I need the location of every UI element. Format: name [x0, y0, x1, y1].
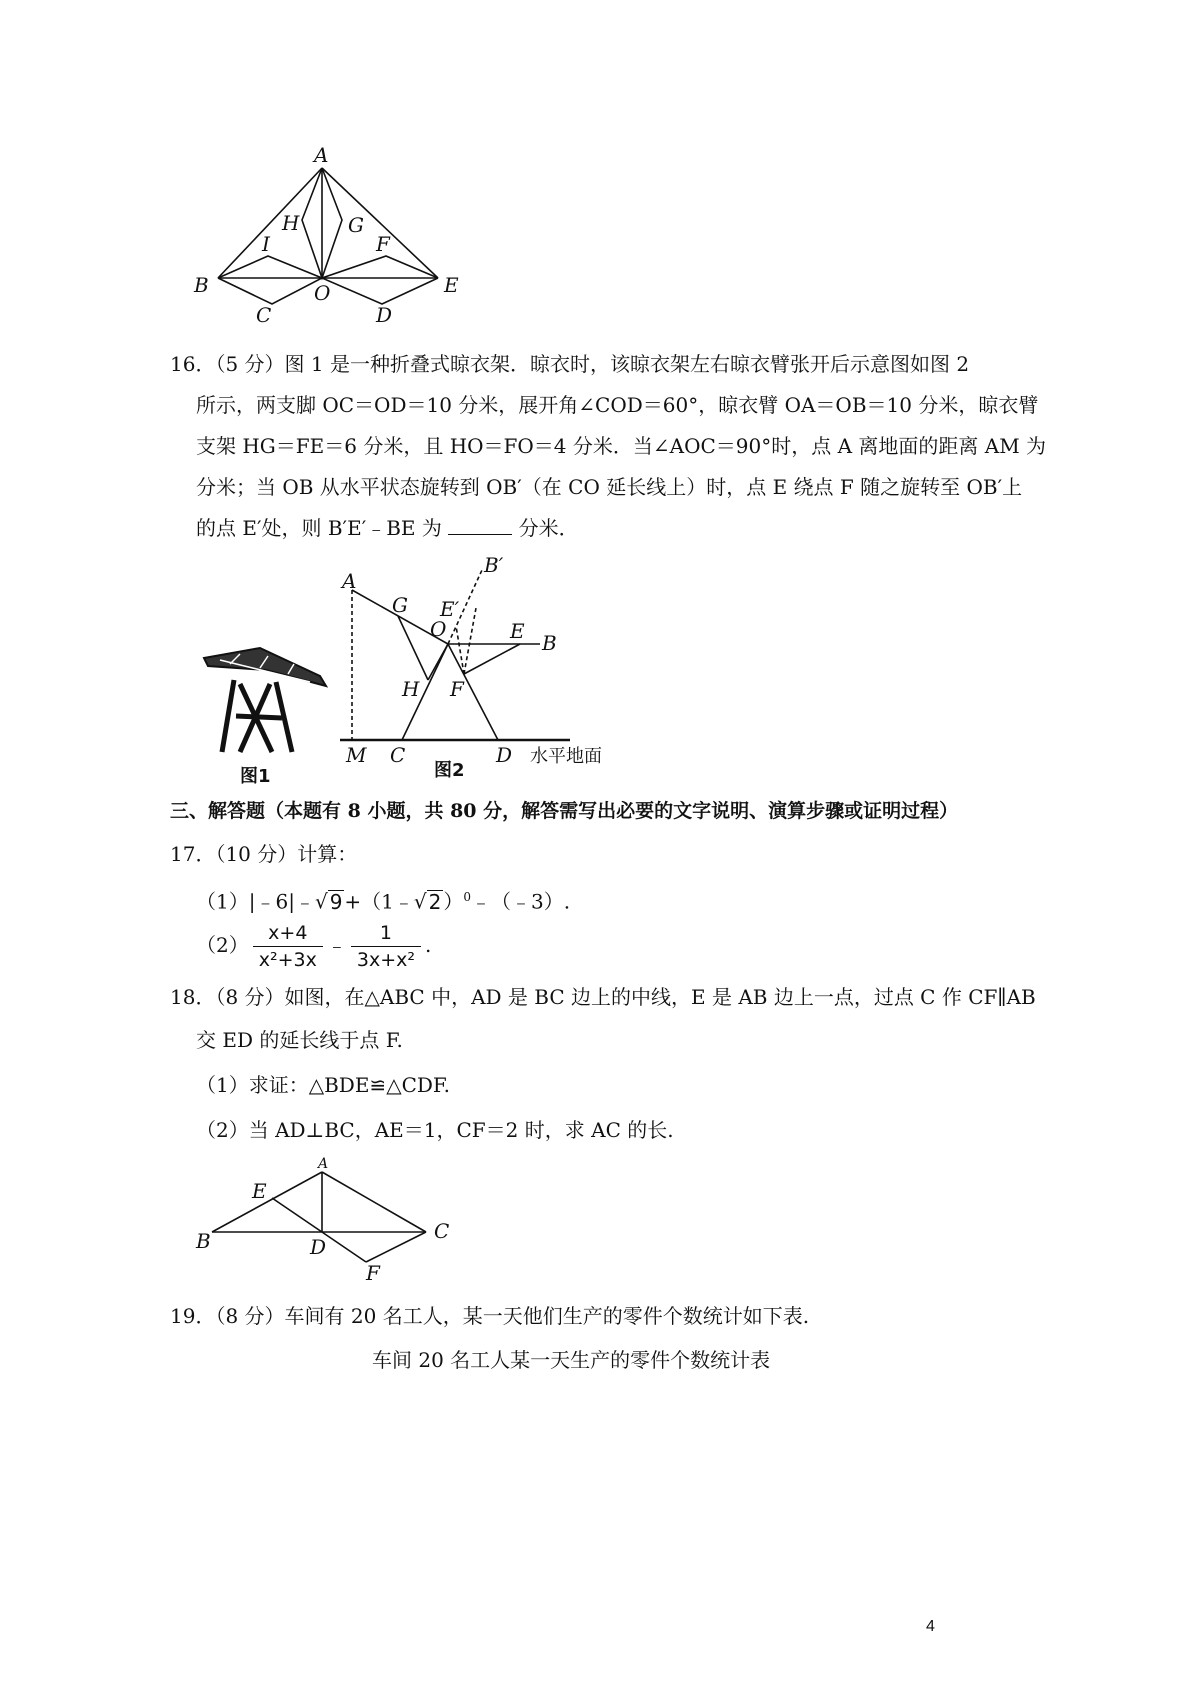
fig2-label-H: H	[402, 677, 420, 701]
fig2-label-E: E	[510, 619, 525, 643]
label-H: H	[282, 211, 300, 235]
figure-1-caption: 图1	[240, 766, 271, 787]
q16-line-4: 分米；当 OB 从水平状态旋转到 OB′（在 CO 延长线上）时，点 E 绕点 F 随之旋转至 OB′上	[196, 475, 1023, 499]
section-3-heading: 三、解答题（本题有 8 小题，共 80 分，解答需写出必要的文字说明、演算步骤或证明过程）	[170, 800, 959, 822]
sqrt-9: 9	[329, 889, 343, 914]
fig18-label-F: F	[366, 1261, 380, 1285]
q16-line-5	[196, 514, 579, 542]
fraction-2-numerator: 1	[351, 920, 421, 947]
q17-part-2	[196, 918, 431, 973]
q18-line-2: 交 ED 的延长线于点 F.	[196, 1028, 403, 1052]
q17-part-1-c: ）	[443, 889, 464, 914]
label-A: A	[314, 143, 329, 167]
fraction-1-numerator: x+4	[253, 920, 323, 947]
figure-2-schematic	[330, 550, 630, 790]
ground-label: 水平地面	[530, 746, 602, 767]
q18-part-2: （2）当 AD⊥BC，AE＝1，CF＝2 时，求 AC 的长.	[196, 1118, 674, 1142]
fig18-label-D: D	[310, 1235, 327, 1259]
q18-line-1: 18．（8 分）如图，在△ABC 中，AD 是 BC 边上的中线，E 是 AB 边上一点，过点 C 作 CF∥AB	[170, 985, 1036, 1009]
label-F: F	[376, 232, 390, 256]
minus-sign: ﹣	[326, 933, 347, 957]
label-B: B	[194, 273, 209, 297]
fraction-2	[351, 920, 421, 973]
fig2-label-E1: E′	[440, 597, 460, 621]
q17-part-2-end: .	[424, 933, 432, 957]
sqrt-2: 2	[428, 889, 442, 914]
fraction-1	[253, 920, 323, 973]
fig18-label-B: B	[196, 1229, 211, 1253]
fig18-label-E: E	[252, 1179, 267, 1203]
label-O: O	[314, 281, 331, 305]
fig2-label-G: G	[392, 593, 408, 617]
page-number: 4	[926, 1618, 935, 1635]
q16-line-3: 支架 HG＝FE＝6 分米，且 HO＝FO＝4 分米．当∠AOC＝90°时，点 A 离地面的距离 AM 为	[196, 434, 1047, 458]
q17-part-1-d: ﹣（﹣3）.	[471, 889, 571, 914]
q17-part-1: （1）|﹣6|﹣√ 9 +（1﹣√ 2 ）$^0$﹣（﹣3）.	[196, 889, 571, 914]
fig2-label-F: F	[450, 677, 464, 701]
q17-part-1-b: +（1﹣	[344, 889, 414, 914]
q16-line-2: 所示，两支脚 OC＝OD＝10 分米，展开角∠COD＝60°，晾衣臂 OA＝OB＝10 分米，晾衣臂	[196, 393, 1039, 417]
fig2-label-B: B	[542, 631, 557, 655]
q16-line-1: 16．（5 分）图 1 是一种折叠式晾衣架．晾衣时，该晾衣架左右晾衣臂张开后示意图如图 2	[170, 352, 970, 376]
fig2-label-C: C	[390, 743, 406, 767]
label-E: E	[444, 273, 459, 297]
figure-2-caption: 图2	[434, 760, 465, 781]
q16-line-5-text: 的点 E′处，则 B′E′﹣BE 为	[196, 516, 442, 540]
fig2-label-A: A	[342, 569, 357, 593]
fig2-label-D: D	[496, 743, 513, 767]
fig2-label-O: O	[430, 617, 447, 641]
fig18-label-C: C	[434, 1219, 450, 1243]
fraction-1-denominator: x²+3x	[258, 949, 317, 971]
figure-triangle-abc	[190, 1150, 470, 1290]
q17-part-2-label: （2）	[196, 933, 249, 957]
q19-table-title: 车间 20 名工人某一天生产的零件个数统计表	[372, 1348, 771, 1372]
fig18-label-A: A	[318, 1156, 329, 1172]
fig2-label-M: M	[346, 743, 367, 767]
q18-part-1: （1）求证：△BDE≌△CDF.	[196, 1073, 451, 1097]
exponent-zero: 0	[463, 890, 472, 904]
q16-line-5-end: 分米．	[518, 516, 579, 540]
q17-title: 17．（10 分）计算：	[170, 842, 358, 866]
q19-line-1: 19．（8 分）车间有 20 名工人，某一天他们生产的零件个数统计如下表.	[170, 1304, 810, 1328]
label-I: I	[262, 232, 270, 256]
label-D: D	[376, 303, 393, 327]
label-G: G	[348, 213, 364, 237]
figure-1-drying-rack	[200, 640, 330, 790]
answer-blank	[448, 514, 512, 535]
q17-part-1-a: |﹣6|﹣	[248, 889, 315, 914]
figure-fan-diagram	[190, 140, 490, 340]
q17-part-1-label: （1）	[196, 889, 249, 914]
label-C: C	[256, 303, 272, 327]
fraction-2-denominator: 3x+x²	[356, 949, 415, 971]
fig2-label-B1: B′	[484, 553, 504, 577]
